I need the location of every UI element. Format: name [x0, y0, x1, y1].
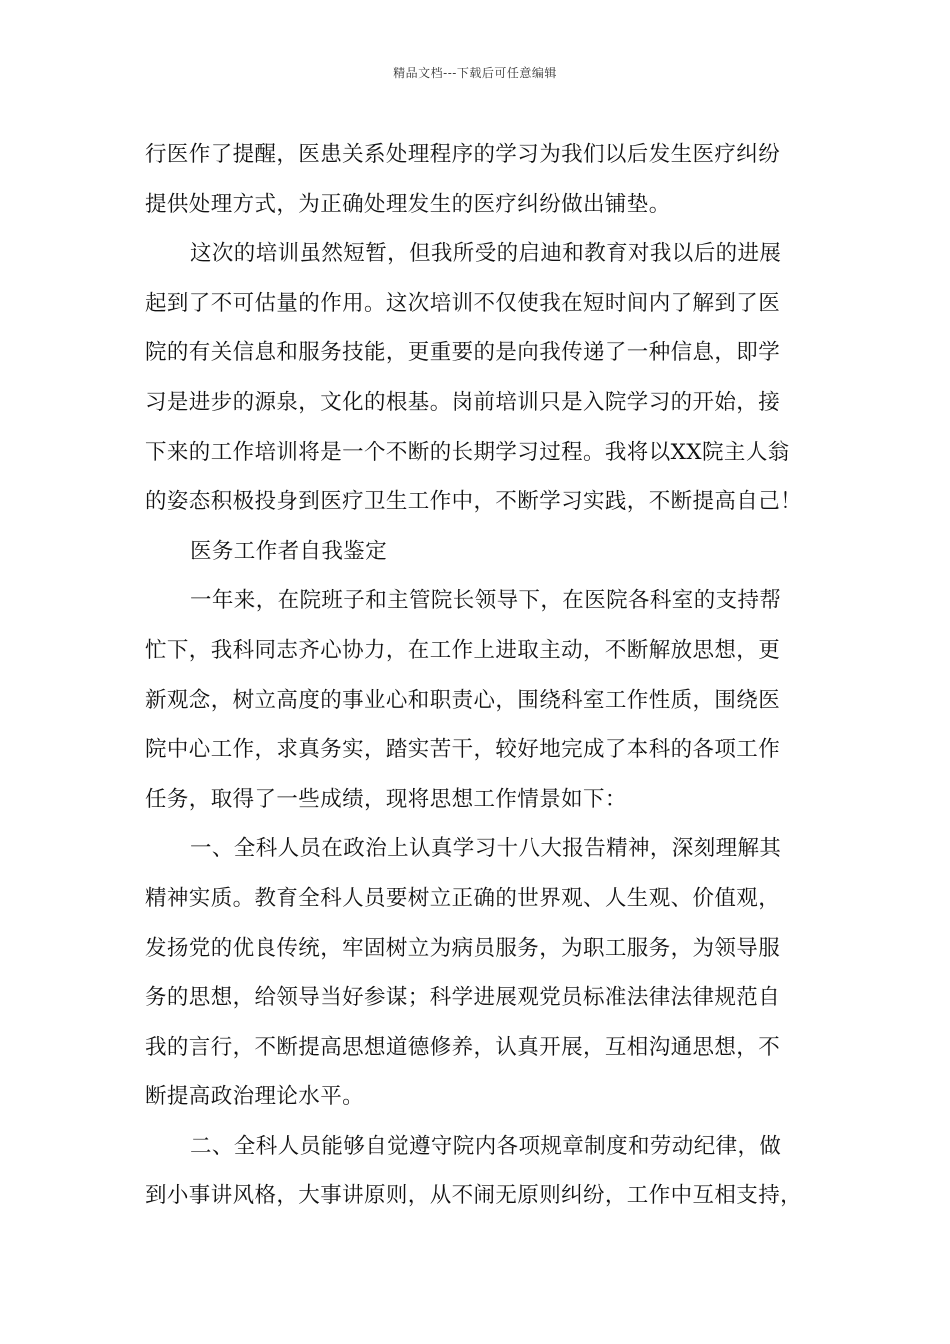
text-line: 忙下，我科同志齐心协力，在工作上进取主动，不断解放思想，更	[145, 637, 781, 663]
text-line: 一、全科人员在政治上认真学习十八大报告精神，深刻理解其	[190, 836, 782, 862]
text-line: 精神实质。教育全科人员要树立正确的世界观、人生观、价值观，	[145, 885, 781, 911]
text-line: 任务，取得了一些成绩，现将思想工作情景如下：	[145, 786, 627, 812]
page-header: 精品文档---下载后可任意编辑	[393, 66, 557, 80]
text-line: 的姿态积极投身到医疗卫生工作中，不断学习实践，不断提高自己！	[145, 489, 803, 515]
text-line: 提供处理方式，为正确处理发生的医疗纠纷做出铺垫。	[145, 191, 671, 217]
document-body	[145, 130, 825, 1221]
text-line: 我的言行，不断提高思想道德修养，认真开展，互相沟通思想，不	[145, 1034, 781, 1060]
text-line: 习是进步的源泉，文化的根基。岗前培训只是入院学习的开始，接	[145, 389, 781, 415]
text-line: 一年来，在院班子和主管院长领导下，在医院各科室的支持帮	[190, 588, 782, 614]
text-line: 院中心工作，求真务实，踏实苦干，较好地完成了本科的各项工作	[145, 737, 781, 763]
text-line: 到小事讲风格，大事讲原则，从不闹无原则纠纷，工作中互相支持，	[145, 1183, 803, 1209]
text-line: 二、全科人员能够自觉遵守院内各项规章制度和劳动纪律，做	[190, 1133, 782, 1159]
text-line: 务的思想，给领导当好参谋；科学进展观党员标准法律法律规范自	[145, 985, 781, 1011]
text-line: 断提高政治理论水平。	[145, 1084, 365, 1110]
text-line: 这次的培训虽然短暂，但我所受的启迪和教育对我以后的进展	[190, 241, 782, 267]
text-line: 下来的工作培训将是一个不断的长期学习过程。我将以XX院主人翁	[145, 439, 790, 465]
text-line: 新观念，树立高度的事业心和职责心，围绕科室工作性质，围绕医	[145, 687, 781, 713]
text-line: 起到了不可估量的作用。这次培训不仅使我在短时间内了解到了医	[145, 290, 781, 316]
text-line: 医务工作者自我鉴定	[190, 538, 388, 564]
text-line: 院的有关信息和服务技能，更重要的是向我传递了一种信息，即学	[145, 340, 781, 366]
text-line: 发扬党的优良传统，牢固树立为病员服务，为职工服务，为领导服	[145, 935, 781, 961]
text-line: 行医作了提醒，医患关系处理程序的学习为我们以后发生医疗纠纷	[145, 142, 781, 167]
